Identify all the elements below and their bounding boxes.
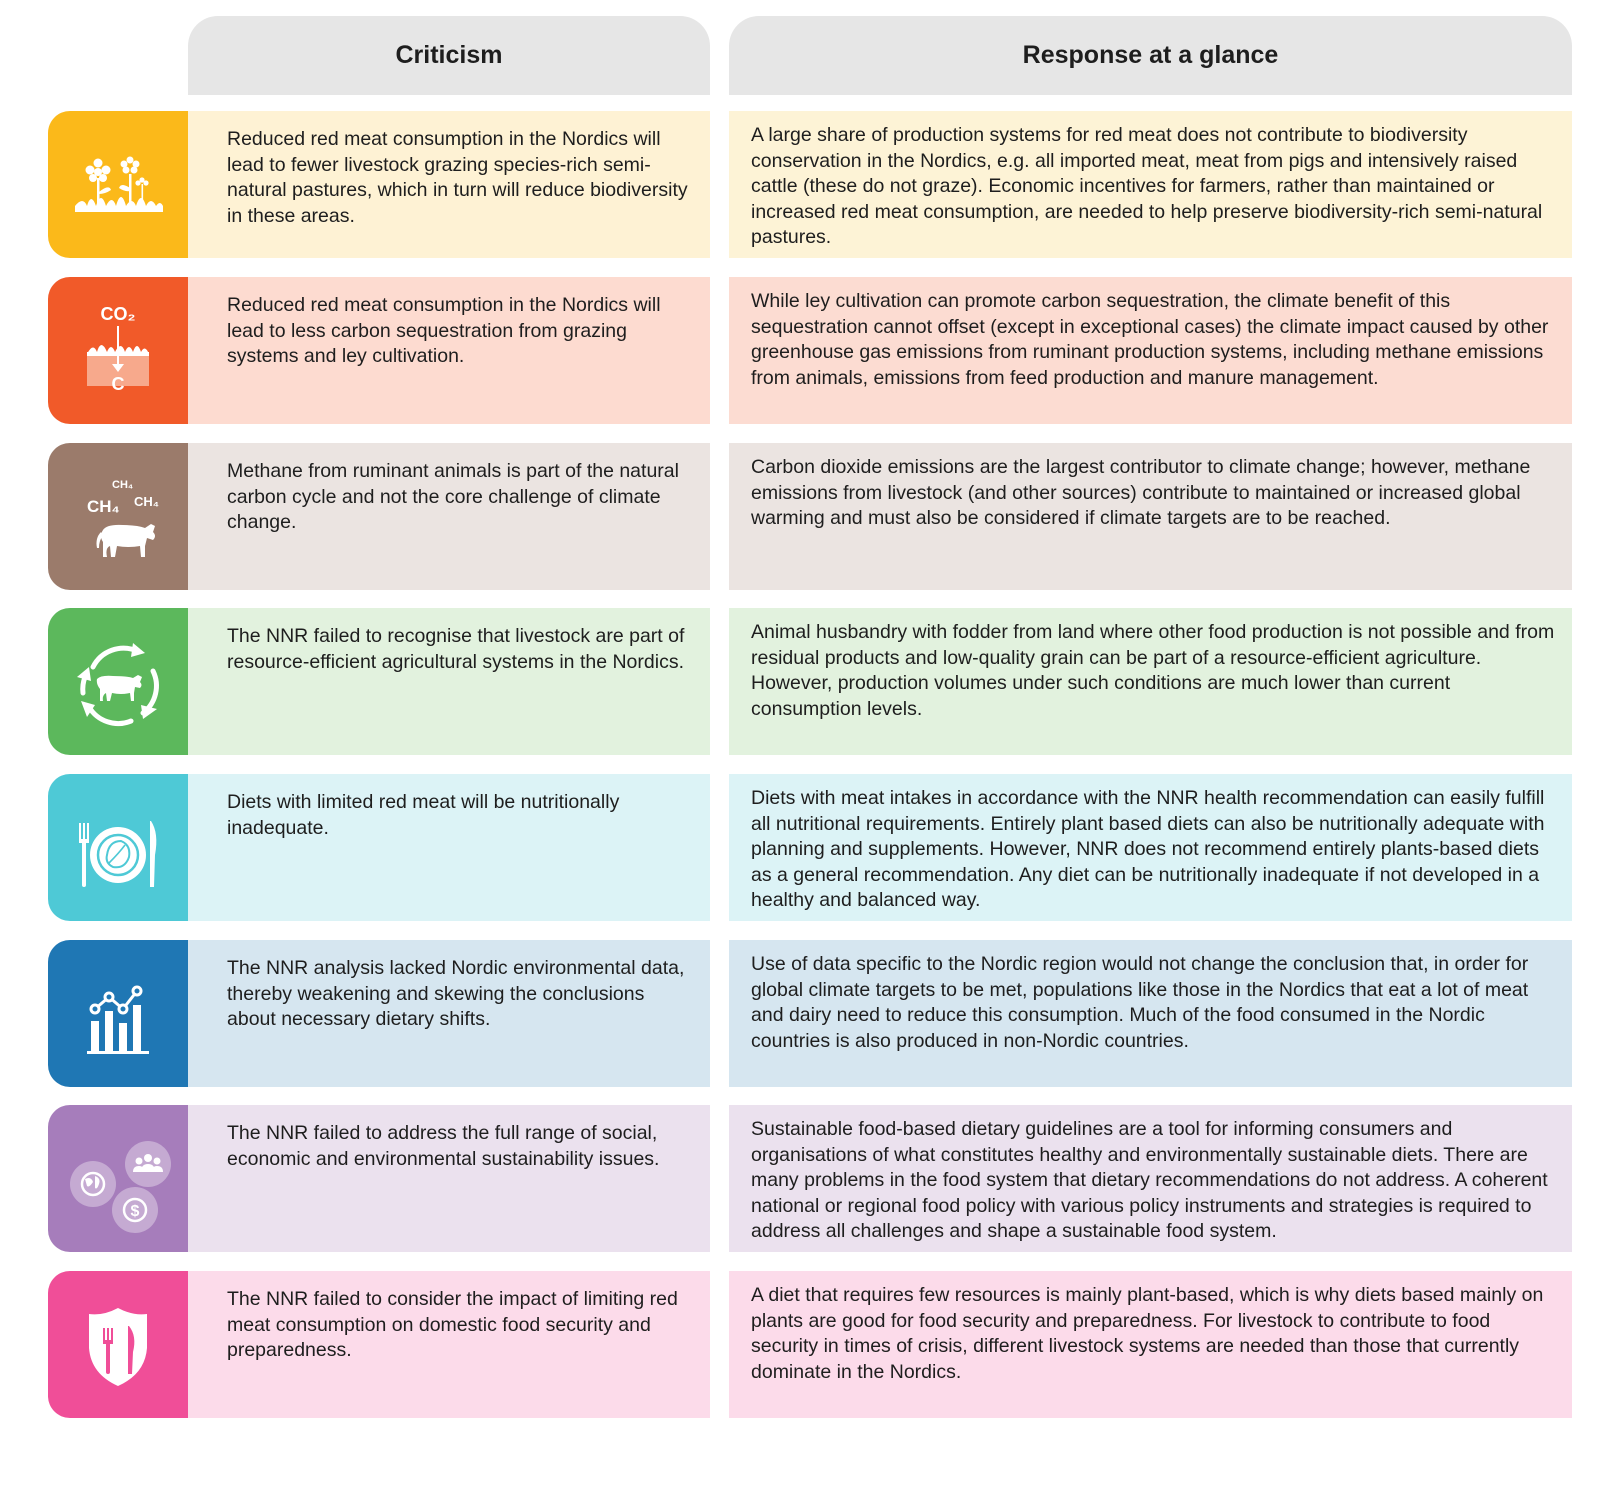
response-cell (729, 443, 1572, 590)
response-cell (729, 1271, 1572, 1418)
criticism-text: Reduced red meat consumption in the Nordics will lead to fewer livestock grazing species-rich semi-natural pastures, which in turn will reduce biodiversity in these areas. (227, 128, 688, 227)
response-text: A large share of production systems for red meat does not contribute to biodiversity conservation in the Nordics, e.g. all imported meat, meat from pigs and intensively raised cattle (these do not graze). Economic incentives for farmers, rather than maintained or increased red meat consumption, are needed to help preserve biodiversity-rich semi-natural pastures. (751, 124, 1543, 248)
table-row (0, 1105, 1619, 1252)
svg-text:$: $ (130, 1202, 140, 1220)
co2-label: CO₂ (100, 303, 136, 324)
plate-cutlery-icon (48, 774, 188, 921)
table-row (0, 443, 1619, 590)
response-cell (729, 608, 1572, 755)
recycle-cow-icon (48, 608, 188, 755)
response-header: Response at a glance (729, 16, 1572, 95)
table-row (0, 774, 1619, 921)
response-text: While ley cultivation can promote carbon sequestration, the climate benefit of this sequestration cannot offset (except in exceptional cases) the climate impact caused by other greenhouse gas emissions from ruminant production systems, including methane emissions from animals, emissions from feed production and manure management. (751, 290, 1549, 389)
criticism-cell (188, 111, 710, 258)
criticism-text: The NNR failed to consider the impact of limiting red meat consumption on domestic food security and preparedness. (227, 1288, 678, 1361)
sustainability-icon (48, 1105, 188, 1252)
response-text: Diets with meat intakes in accordance with the NNR health recommendation can easily fulfill all nutritional requirements. Entirely plant based diets can also be nutritionally adequate with planning and supplements. However, NNR does not recommend entirely plants-based diets as a general recommendation. Any diet can be nutritionally inadequate if not developed in a healthy and balanced way. (751, 787, 1545, 911)
table-row (0, 608, 1619, 755)
criticism-text: The NNR failed to recognise that livestock are part of resource-efficient agricultural systems in the Nordics. (227, 625, 685, 673)
ch4-small-label: CH₄ (112, 478, 134, 491)
criticism-cell (188, 940, 710, 1087)
ch4-right-label: CH₄ (134, 493, 159, 509)
response-text: Animal husbandry with fodder from land where other food production is not possible and from residual products and low-quality grain can be part of a resource-efficient agriculture. However, production volumes under such conditions are much lower than current consumption levels. (751, 621, 1555, 720)
criticism-cell (188, 1271, 710, 1418)
table-row (0, 940, 1619, 1087)
criticism-text: The NNR failed to address the full range of social, economic and environmental sustainability issues. (227, 1122, 660, 1170)
criticism-cell (188, 608, 710, 755)
food-security-shield-icon (48, 1271, 188, 1418)
criticism-text: Reduced red meat consumption in the Nordics will lead to less carbon sequestration from grazing systems and ley cultivation. (227, 294, 661, 367)
table-row (0, 1271, 1619, 1418)
response-cell (729, 774, 1572, 921)
table-row (0, 111, 1619, 258)
criticism-cell (188, 443, 710, 590)
criticism-cell (188, 277, 710, 424)
response-text: Use of data specific to the Nordic region would not change the conclusion that, in order for global climate targets to be met, populations like those in the Nordics that eat a lot of meat and dairy need to reduce this consumption. Much of the food consumed in the Nordic countries is also produced in non-Nordic countries. (751, 953, 1529, 1052)
criticism-cell (188, 774, 710, 921)
criticism-cell (188, 1105, 710, 1252)
response-text: Sustainable food-based dietary guidelines are a tool for informing consumers and organisations of what constitutes healthy and environmentally sustainable diets. There are many problems in the food system that dietary recommendations do not address. A coherent national or regional food policy with various policy instruments and strategies is required to address all challenges and shape a sustainable food system. (751, 1118, 1548, 1242)
table-row (0, 277, 1619, 424)
response-cell (729, 111, 1572, 258)
criticism-text: The NNR analysis lacked Nordic environmental data, thereby weakening and skewing the conclusions about necessary dietary shifts. (227, 957, 685, 1030)
criticism-text: Diets with limited red meat will be nutritionally inadequate. (227, 791, 620, 839)
carbon-sequestration-icon (48, 277, 188, 424)
criticism-text: Methane from ruminant animals is part of the natural carbon cycle and not the core challenge of climate change. (227, 460, 679, 533)
criticism-header: Criticism (188, 16, 710, 95)
flower-meadow-icon (48, 111, 188, 258)
response-cell (729, 1105, 1572, 1252)
response-cell (729, 277, 1572, 424)
response-text: Carbon dioxide emissions are the largest contributor to climate change; however, methane emissions from livestock (and other sources) contribute to maintained or increased global warming and must also be considered if climate targets are to be reached. (751, 456, 1531, 529)
carbon-label: C (111, 373, 125, 394)
response-cell (729, 940, 1572, 1087)
ch4-large-label: CH₄ (87, 496, 120, 516)
response-text: A diet that requires few resources is mainly plant-based, which is why diets based mainly on plants are good for food security and preparedness. For livestock to contribute to food security in times of crisis, different livestock systems are needed than those that currently dominate in the Nordics. (751, 1284, 1544, 1383)
bar-chart-icon (48, 940, 188, 1087)
methane-cow-icon (48, 443, 188, 590)
